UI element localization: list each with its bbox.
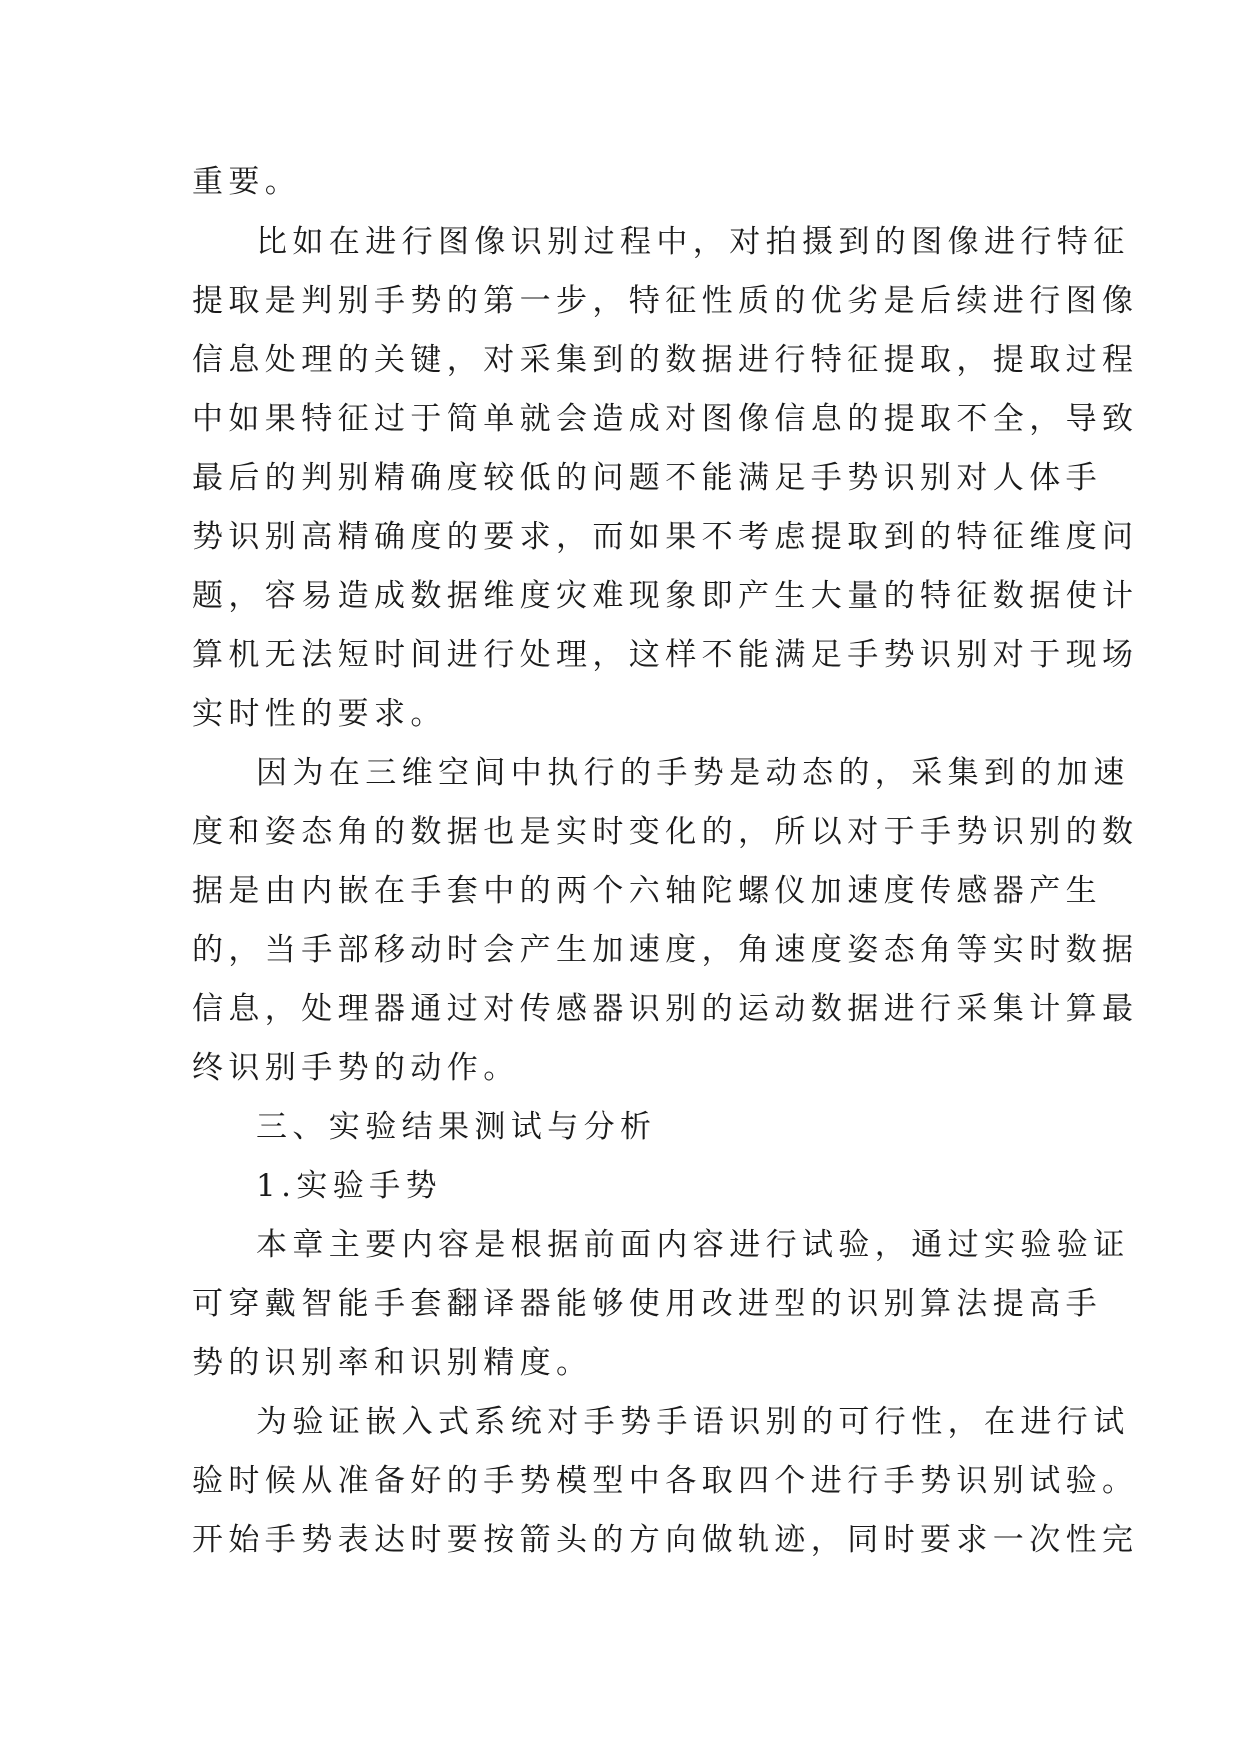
text-line: 提取是判别手势的第一步，特征性质的优劣是后续进行图像 [192, 283, 1139, 319]
text-line: 验时候从准备好的手势模型中各取四个进行手势识别试验。 [192, 1463, 1139, 1499]
text-line: 终识别手势的动作。 [192, 1050, 520, 1086]
text-line: 开始手势表达时要按箭头的方向做轨迹，同时要求一次性完 [192, 1522, 1139, 1558]
text-line: 题，容易造成数据维度灾难现象即产生大量的特征数据使计 [192, 578, 1139, 614]
text-line: 信息，处理器通过对传感器识别的运动数据进行采集计算最 [192, 991, 1139, 1027]
text-line: 度和姿态角的数据也是实时变化的，所以对于手势识别的数 [192, 814, 1139, 850]
text-line: 重要。 [192, 164, 302, 200]
subsection-heading: 1.实验手势 [256, 1168, 442, 1204]
text-line: 最后的判别精确度较低的问题不能满足手势识别对人体手 [192, 460, 1102, 496]
text-line: 实时性的要求。 [192, 696, 447, 732]
text-line: 的，当手部移动时会产生加速度，角速度姿态角等实时数据 [192, 932, 1139, 968]
text-line: 信息处理的关键，对采集到的数据进行特征提取，提取过程 [192, 342, 1139, 378]
text-line: 势识别高精确度的要求，而如果不考虑提取到的特征维度问 [192, 519, 1139, 555]
text-line: 可穿戴智能手套翻译器能够使用改进型的识别算法提高手 [192, 1286, 1102, 1322]
paragraph-first-line: 本章主要内容是根据前面内容进行试验，通过实验验证 [256, 1227, 1130, 1263]
paragraph-first-line: 为验证嵌入式系统对手势手语识别的可行性，在进行试 [256, 1404, 1130, 1440]
text-line: 算机无法短时间进行处理，这样不能满足手势识别对于现场 [192, 637, 1139, 673]
paragraph-first-line: 因为在三维空间中执行的手势是动态的，采集到的加速 [256, 755, 1130, 791]
text-line: 中如果特征过于简单就会造成对图像信息的提取不全，导致 [192, 401, 1139, 437]
text-line: 势的识别率和识别精度。 [192, 1345, 593, 1381]
text-line: 据是由内嵌在手套中的两个六轴陀螺仪加速度传感器产生 [192, 873, 1102, 909]
paragraph-first-line: 比如在进行图像识别过程中，对拍摄到的图像进行特征 [256, 224, 1130, 260]
section-heading: 三、实验结果测试与分析 [256, 1109, 657, 1145]
